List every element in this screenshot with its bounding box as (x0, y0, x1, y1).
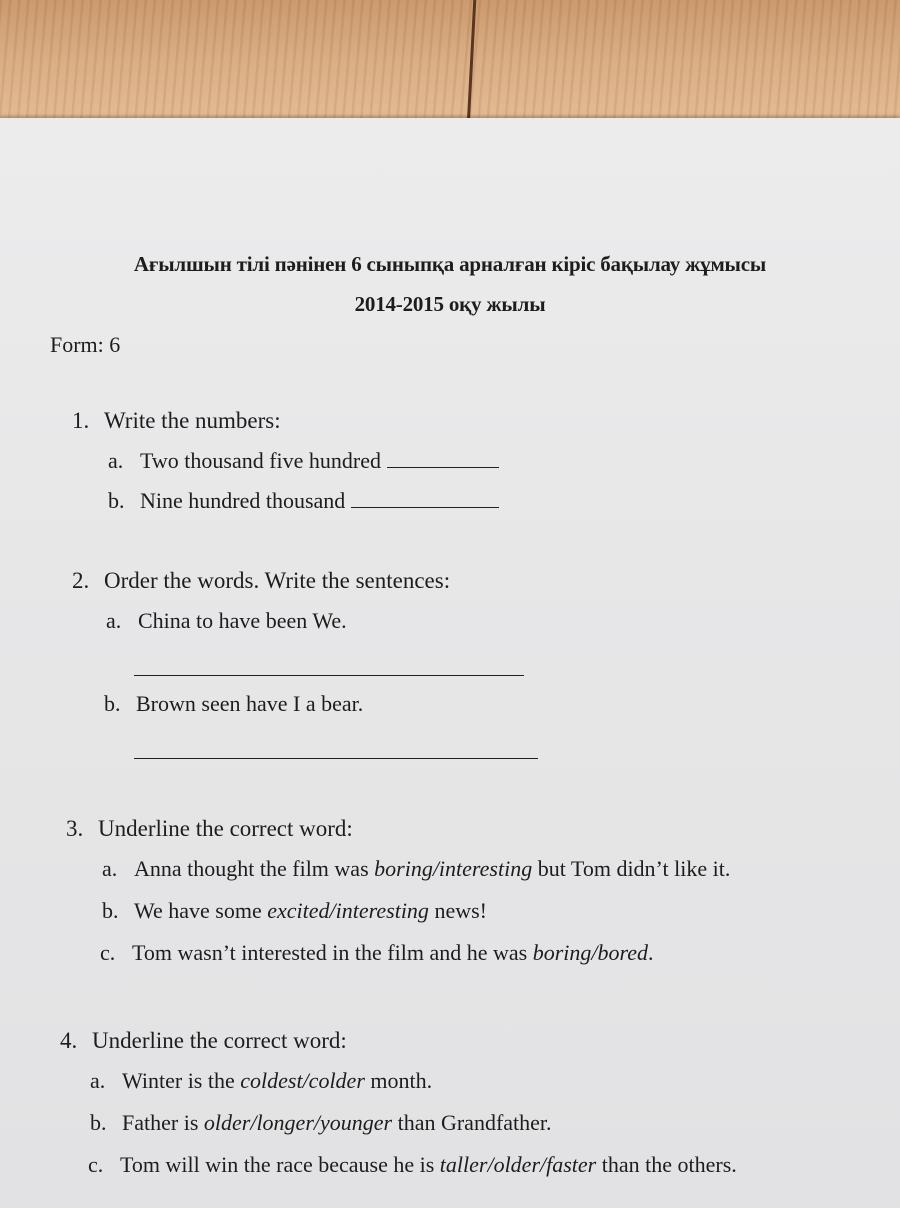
question-4-item-b (90, 1110, 552, 1136)
item-text: than Grandfather. (392, 1110, 552, 1135)
question-number: 1. (72, 408, 90, 433)
word-options[interactable]: taller/older/faster (439, 1152, 597, 1177)
question-4 (60, 1028, 347, 1054)
word-options[interactable]: older/longer/younger (203, 1110, 393, 1135)
item-text: China to have been We. (138, 608, 347, 633)
table-seam (467, 0, 477, 125)
item-letter: c. (88, 1152, 104, 1177)
item-text: Nine hundred thousand (140, 488, 346, 513)
item-letter: b. (104, 691, 121, 716)
item-text: Tom will win the race because he is (120, 1152, 440, 1177)
item-text: Brown seen have I a bear. (136, 691, 364, 716)
item-text: Anna thought the film was (134, 856, 375, 881)
question-1-item-b (108, 488, 499, 514)
worksheet-title: Ағылшын тілі пәнінен 6 сыныпқа арналған кіріс бақылау жұмысы (133, 252, 767, 276)
answer-blank[interactable] (351, 506, 499, 508)
question-1 (72, 408, 281, 434)
question-2-item-a (106, 608, 347, 634)
question-3 (66, 816, 353, 842)
item-text: but Tom didn’t like it. (532, 856, 731, 881)
item-letter: a. (90, 1068, 106, 1093)
word-options[interactable]: boring/interesting (374, 856, 533, 881)
word-options[interactable]: coldest/colder (240, 1068, 365, 1093)
question-prompt: Write the numbers: (104, 408, 281, 433)
question-4-item-a (90, 1068, 432, 1094)
question-2-item-b (104, 691, 363, 717)
word-options[interactable]: excited/interesting (267, 898, 429, 923)
question-2 (72, 568, 450, 594)
question-3-item-c (100, 940, 653, 966)
item-text: month. (364, 1068, 433, 1093)
wooden-table-background (0, 0, 900, 125)
form-label: Form: 6 (50, 332, 121, 357)
item-letter: a. (108, 448, 124, 473)
question-prompt: Order the words. Write the sentences: (104, 568, 451, 593)
question-number: 2. (72, 568, 90, 593)
question-prompt: Underline the correct word: (92, 1028, 347, 1053)
item-text: Father is (122, 1110, 204, 1135)
item-text: Winter is the (122, 1068, 241, 1093)
item-text: . (647, 940, 654, 965)
question-3-item-b (102, 898, 487, 924)
item-letter: b. (108, 488, 125, 513)
answer-line[interactable] (134, 758, 538, 759)
answer-line[interactable] (134, 675, 524, 676)
question-4-item-c (88, 1152, 737, 1178)
item-letter: a. (106, 608, 122, 633)
question-prompt: Underline the correct word: (98, 816, 353, 841)
worksheet-paper (0, 118, 900, 1208)
item-text: Two thousand five hundred (140, 448, 382, 473)
question-1-item-a (108, 448, 499, 474)
school-year: 2014-2015 оқу жылы (354, 292, 546, 316)
answer-blank[interactable] (387, 466, 499, 468)
item-letter: c. (100, 940, 116, 965)
item-letter: b. (102, 898, 119, 923)
item-letter: b. (90, 1110, 107, 1135)
item-text: news! (428, 898, 487, 923)
question-number: 3. (66, 816, 84, 841)
question-number: 4. (60, 1028, 78, 1053)
item-letter: a. (102, 856, 118, 881)
word-options[interactable]: boring/bored (532, 940, 648, 965)
question-3-item-a (102, 856, 730, 882)
item-text: Tom wasn’t interested in the film and he was (132, 940, 533, 965)
item-text: than the others. (596, 1152, 737, 1177)
item-text: We have some (134, 898, 268, 923)
